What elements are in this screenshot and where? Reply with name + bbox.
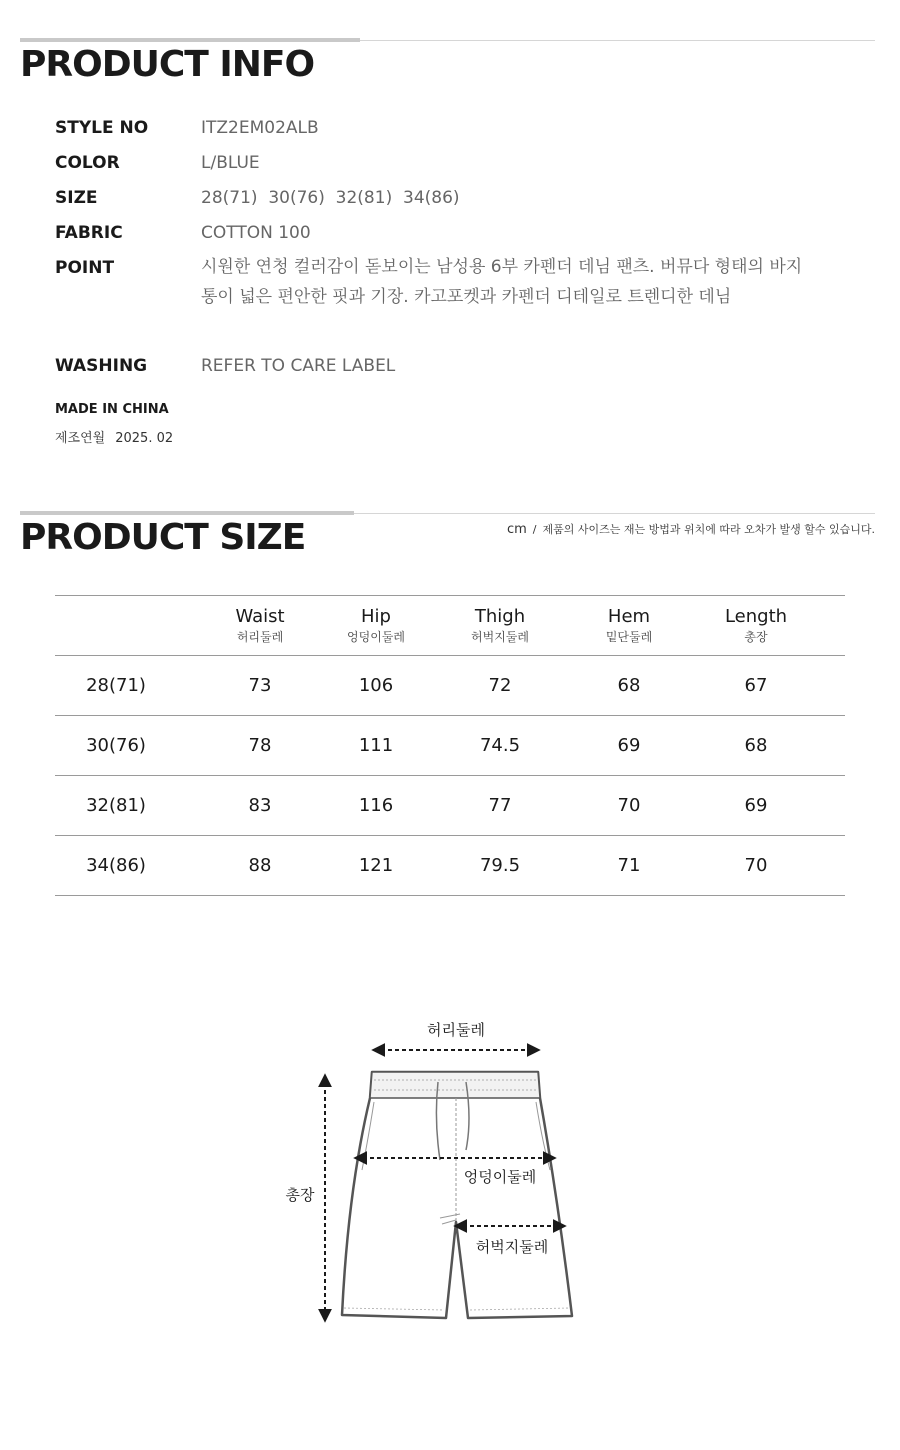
table-row <box>55 776 845 836</box>
hem-cell: 68 <box>617 675 641 696</box>
header-accent-bar <box>20 38 360 42</box>
hip-cell: 121 <box>358 855 394 876</box>
hip-cell: 106 <box>358 675 394 696</box>
thigh-label: 허벅지둘레 <box>475 1238 549 1256</box>
hip-cell: 116 <box>358 795 394 816</box>
length-label: 총장 <box>285 1186 315 1204</box>
product-size-title: PRODUCT SIZE <box>20 517 306 558</box>
shorts-illustration <box>342 1072 572 1318</box>
length-cell: 70 <box>744 855 768 876</box>
info-value: 28(71) 30(76) 32(81) 34(86) <box>201 188 460 208</box>
length-cell: 69 <box>744 795 768 816</box>
column-thigh: Thigh 허벅지둘레 <box>471 606 529 644</box>
hem-cell: 71 <box>617 855 641 876</box>
size-table-header <box>55 596 845 656</box>
waist-label: 허리둘레 <box>427 1021 485 1039</box>
note-separator: / <box>532 523 537 536</box>
point-line-1: 시원한 연청 컬러감이 돋보이는 남성용 6부 카펜더 데님 팬츠. 버뮤다 형태의 바지 <box>201 257 803 277</box>
thigh-cell: 74.5 <box>479 735 521 756</box>
table-row <box>55 656 845 716</box>
made-in-label: MADE IN CHINA <box>55 402 169 417</box>
unit-label: cm <box>506 522 527 537</box>
hem-cell: 69 <box>617 735 641 756</box>
info-label: POINT <box>55 258 115 278</box>
table-row <box>55 716 845 776</box>
table-row <box>55 836 845 896</box>
product-info-header <box>20 40 875 86</box>
info-value: ITZ2EM02ALB <box>201 118 319 138</box>
measurement-diagram <box>270 1010 610 1330</box>
info-label: COLOR <box>55 153 120 173</box>
size-table <box>55 595 845 896</box>
manufacture-date <box>55 427 173 446</box>
column-waist: Waist 허리둘레 <box>235 606 285 644</box>
length-cell: 67 <box>744 675 768 696</box>
waist-cell: 83 <box>248 795 272 816</box>
size-column-header <box>55 596 177 656</box>
info-label: WASHING <box>55 356 148 376</box>
size-cell: 30(76) <box>86 735 146 756</box>
info-value: L/BLUE <box>201 153 260 173</box>
mfg-date: 2025. 02 <box>115 431 174 446</box>
size-cell: 28(71) <box>86 675 146 696</box>
thigh-cell: 72 <box>488 675 512 696</box>
info-value: COTTON 100 <box>201 223 311 243</box>
hip-label: 엉덩이둘레 <box>463 1168 537 1186</box>
waist-cell: 73 <box>248 675 272 696</box>
size-note <box>507 521 875 537</box>
mfg-label: 제조연월 <box>55 431 106 446</box>
length-cell: 68 <box>744 735 768 756</box>
hem-cell: 70 <box>617 795 641 816</box>
info-label: SIZE <box>55 188 98 208</box>
measurement-disclaimer: 제품의 사이즈는 재는 방법과 위치에 따라 오차가 발생 할수 있습니다. <box>542 523 875 536</box>
waist-cell: 78 <box>248 735 272 756</box>
thigh-cell: 79.5 <box>479 855 521 876</box>
size-cell: 34(86) <box>86 855 146 876</box>
point-description <box>201 252 841 312</box>
column-hem: Hem 밑단둘레 <box>605 606 653 644</box>
product-info-title: PRODUCT INFO <box>20 44 315 85</box>
point-line-2: 통이 넓은 편안한 핏과 기장. 카고포켓과 카펜더 디테일로 트렌디한 데님 <box>201 287 732 307</box>
info-label: STYLE NO <box>55 118 149 138</box>
info-label: FABRIC <box>55 223 123 243</box>
waist-cell: 88 <box>248 855 272 876</box>
thigh-cell: 77 <box>488 795 512 816</box>
header-accent-bar <box>20 511 354 515</box>
size-cell: 32(81) <box>86 795 146 816</box>
column-hip: Hip 엉덩이둘레 <box>347 606 405 644</box>
info-value: REFER TO CARE LABEL <box>201 356 396 376</box>
column-length: Length 총장 <box>724 606 788 644</box>
hip-cell: 111 <box>358 735 394 756</box>
